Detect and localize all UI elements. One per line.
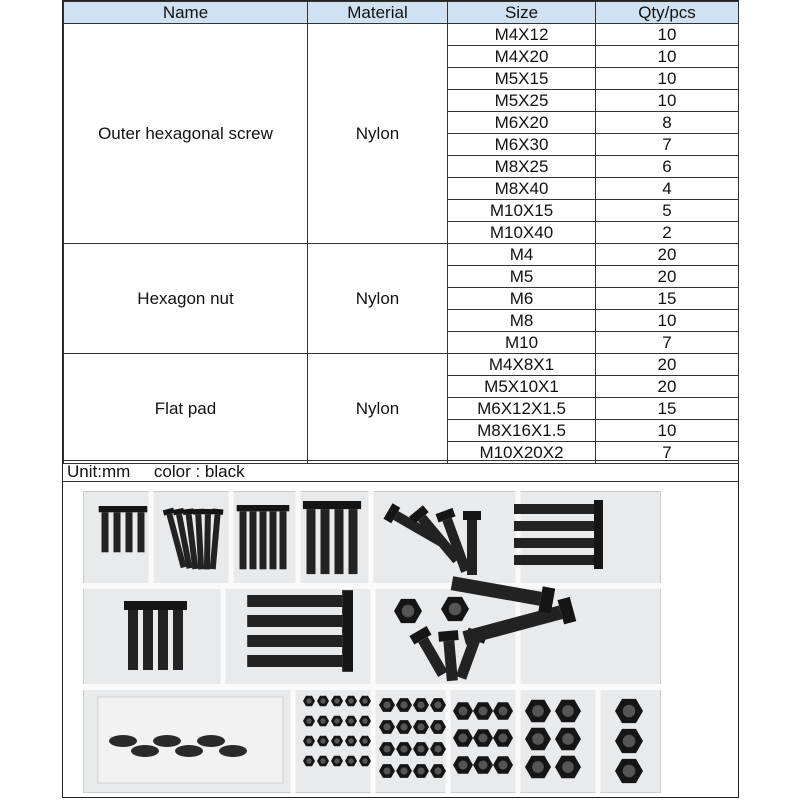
nut-hole: [434, 701, 441, 708]
nut-hole: [334, 698, 339, 703]
nut-hole: [362, 758, 367, 763]
size-cell: M5X25: [448, 90, 596, 112]
nut-hole: [383, 701, 390, 708]
material-cell: Nylon: [308, 244, 448, 354]
nut-hole: [417, 723, 424, 730]
qty-cell: 4: [596, 178, 739, 200]
nut-hole: [383, 767, 390, 774]
nut-hole: [306, 758, 311, 763]
qty-cell: 10: [596, 310, 739, 332]
qty-cell: 20: [596, 354, 739, 376]
nut-hole: [562, 705, 574, 717]
size-cell: M6X20: [448, 112, 596, 134]
nut-hole: [306, 698, 311, 703]
nut-hole: [479, 707, 488, 716]
nut-hole: [334, 758, 339, 763]
size-cell: M4X8X1: [448, 354, 596, 376]
material-cell: Nylon: [308, 354, 448, 464]
nut-hole: [400, 767, 407, 774]
unit-color-note: Unit:mm color : black: [63, 460, 738, 482]
size-cell: M8X25: [448, 156, 596, 178]
nut-hole: [499, 761, 508, 770]
product-photo: [63, 483, 738, 797]
nut-hole: [400, 745, 407, 752]
qty-cell: 10: [596, 68, 739, 90]
nut-hole: [434, 745, 441, 752]
qty-cell: 5: [596, 200, 739, 222]
nut-hole: [348, 718, 353, 723]
qty-cell: 20: [596, 244, 739, 266]
header-name: Name: [64, 2, 308, 24]
nut-hole: [306, 718, 311, 723]
qty-cell: 10: [596, 90, 739, 112]
nut-hole: [320, 758, 325, 763]
nut-hole: [383, 745, 390, 752]
size-cell: M5: [448, 266, 596, 288]
nut-hole: [562, 733, 574, 745]
nut-hole: [417, 701, 424, 708]
part-name-cell: Flat pad: [64, 354, 308, 464]
flat-pad-part: [197, 735, 225, 747]
part-name-cell: Outer hexagonal screw: [64, 24, 308, 244]
nut-hole: [400, 723, 407, 730]
nut-hole: [459, 761, 468, 770]
flat-pad-part: [175, 745, 203, 757]
flat-pad-part: [131, 745, 159, 757]
flat-pad-part: [153, 735, 181, 747]
flat-pad-part: [219, 745, 247, 757]
size-cell: M5X15: [448, 68, 596, 90]
nut-hole: [334, 718, 339, 723]
size-cell: M6: [448, 288, 596, 310]
qty-cell: 2: [596, 222, 739, 244]
size-cell: M10X15: [448, 200, 596, 222]
header-material: Material: [308, 2, 448, 24]
nut-hole: [434, 767, 441, 774]
qty-cell: 7: [596, 442, 739, 464]
nut-hole: [499, 734, 508, 743]
nut-hole: [532, 733, 544, 745]
nut-hole: [623, 735, 636, 748]
nut-hole: [459, 707, 468, 716]
size-cell: M10X20X2: [448, 442, 596, 464]
nut-hole: [400, 701, 407, 708]
nut-hole: [449, 603, 462, 616]
qty-cell: 20: [596, 266, 739, 288]
nut-hole: [532, 705, 544, 717]
size-cell: M8X40: [448, 178, 596, 200]
nut-hole: [417, 745, 424, 752]
size-cell: M5X10X1: [448, 376, 596, 398]
spec-sheet: [62, 0, 739, 798]
qty-cell: 10: [596, 24, 739, 46]
size-cell: M8: [448, 310, 596, 332]
size-cell: M4: [448, 244, 596, 266]
nut-hole: [623, 765, 636, 778]
part-name-cell: Hexagon nut: [64, 244, 308, 354]
nut-hole: [306, 738, 311, 743]
nut-hole: [362, 698, 367, 703]
nut-hole: [320, 698, 325, 703]
nut-hole: [499, 707, 508, 716]
qty-cell: 10: [596, 420, 739, 442]
qty-cell: 8: [596, 112, 739, 134]
size-cell: M6X12X1.5: [448, 398, 596, 420]
nut-hole: [362, 738, 367, 743]
header-qty: Qty/pcs: [596, 2, 739, 24]
qty-cell: 7: [596, 332, 739, 354]
qty-cell: 7: [596, 134, 739, 156]
size-cell: M6X30: [448, 134, 596, 156]
table-body: [64, 24, 739, 464]
nut-hole: [417, 767, 424, 774]
table-row: [64, 354, 739, 376]
table-row: [64, 244, 739, 266]
header-size: Size: [448, 2, 596, 24]
nut-hole: [623, 705, 636, 718]
nut-hole: [348, 698, 353, 703]
nut-hole: [562, 761, 574, 773]
qty-cell: 15: [596, 398, 739, 420]
table-header-row: [64, 2, 739, 24]
nut-hole: [362, 718, 367, 723]
material-cell: Nylon: [308, 24, 448, 244]
table-row: [64, 24, 739, 46]
flat-pad-part: [109, 735, 137, 747]
size-cell: M4X12: [448, 24, 596, 46]
nut-hole: [348, 738, 353, 743]
qty-cell: 6: [596, 156, 739, 178]
nut-hole: [383, 723, 390, 730]
nut-hole: [459, 734, 468, 743]
nut-hole: [479, 761, 488, 770]
nut-hole: [348, 758, 353, 763]
nut-hole: [334, 738, 339, 743]
qty-cell: 10: [596, 46, 739, 68]
size-cell: M10: [448, 332, 596, 354]
nut-hole: [402, 605, 415, 618]
nut-hole: [532, 761, 544, 773]
size-cell: M10X40: [448, 222, 596, 244]
size-cell: M8X16X1.5: [448, 420, 596, 442]
size-cell: M4X20: [448, 46, 596, 68]
parts-table: [63, 1, 739, 464]
nut-hole: [320, 738, 325, 743]
qty-cell: 20: [596, 376, 739, 398]
nut-hole: [434, 723, 441, 730]
qty-cell: 15: [596, 288, 739, 310]
nut-hole: [479, 734, 488, 743]
nut-hole: [320, 718, 325, 723]
organizer-box-image: [83, 491, 661, 793]
